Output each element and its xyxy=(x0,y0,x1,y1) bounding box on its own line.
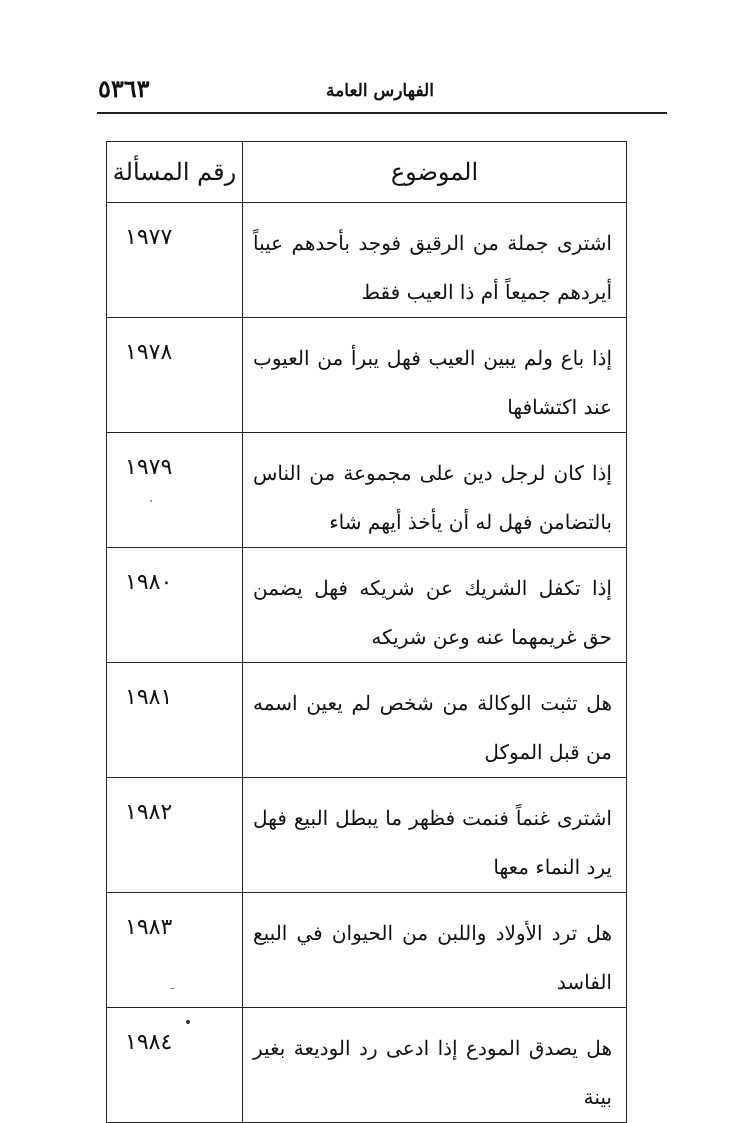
number-cell xyxy=(107,1008,243,1123)
page-number: ٥٣٦٣ xyxy=(98,74,150,103)
table-row xyxy=(107,663,627,778)
table-row xyxy=(107,778,627,893)
subject-cell xyxy=(243,778,627,893)
issue-number: ١٩٨٢ xyxy=(125,800,173,825)
table-row xyxy=(107,203,627,318)
number-cell xyxy=(107,318,243,433)
table-row xyxy=(107,433,627,548)
number-cell xyxy=(107,893,243,1008)
subject-text: إذا تكفل الشريك عن شريكه فهل يضمن حق غريمهما عنه وعن شريكه xyxy=(253,576,612,649)
subject-cell xyxy=(243,203,627,318)
number-cell xyxy=(107,778,243,893)
subject-column-header: الموضوع xyxy=(243,142,627,203)
issue-number: ١٩٧٧ xyxy=(125,225,173,250)
subject-cell xyxy=(243,548,627,663)
table-header-row xyxy=(107,142,627,203)
subject-text: هل ترد الأولاد واللبن من الحيوان في البيع الفاسد xyxy=(253,921,612,994)
issue-number: ١٩٨٠ xyxy=(125,570,173,595)
index-table xyxy=(106,141,627,1123)
subject-text: اشترى غنماً فنمت فظهر ما يبطل البيع فهل يرد النماء معها xyxy=(253,806,612,879)
issue-number: ١٩٧٩ xyxy=(125,455,173,480)
scan-speck xyxy=(150,500,152,502)
subject-cell xyxy=(243,1008,627,1123)
subject-cell xyxy=(243,318,627,433)
number-cell xyxy=(107,663,243,778)
subject-text: اشترى جملة من الرقيق فوجد بأحدهم عيباً أيردهم جميعاً أم ذا العيب فقط xyxy=(253,231,612,304)
subject-text: هل تثبت الوكالة من شخص لم يعين اسمه من قبل الموكل xyxy=(253,691,612,764)
table-row xyxy=(107,893,627,1008)
table-row xyxy=(107,318,627,433)
issue-number-column-header: رقم المسألة xyxy=(107,142,243,203)
issue-number: ١٩٨٤ xyxy=(125,1030,173,1055)
number-cell xyxy=(107,433,243,548)
header-rule xyxy=(97,112,667,114)
running-title: الفهارس العامة xyxy=(326,81,434,101)
subject-text: إذا باع ولم يبين العيب فهل يبرأ من العيوب عند اكتشافها xyxy=(253,346,612,419)
subject-text: هل يصدق المودع إذا ادعى رد الوديعة بغير بينة xyxy=(253,1036,612,1109)
issue-number: ١٩٨٣ xyxy=(125,915,173,940)
subject-cell xyxy=(243,433,627,548)
subject-cell xyxy=(243,663,627,778)
table-row xyxy=(107,1008,627,1123)
table-row xyxy=(107,548,627,663)
issue-number: ١٩٨١ xyxy=(125,685,173,710)
number-cell xyxy=(107,548,243,663)
scan-speck xyxy=(170,988,175,989)
issue-number: ١٩٧٨ xyxy=(125,340,173,365)
scan-speck xyxy=(186,1020,190,1024)
subject-cell xyxy=(243,893,627,1008)
subject-text: إذا كان لرجل دين على مجموعة من الناس بالتضامن فهل له أن يأخذ أيهم شاء xyxy=(253,461,612,534)
number-cell xyxy=(107,203,243,318)
